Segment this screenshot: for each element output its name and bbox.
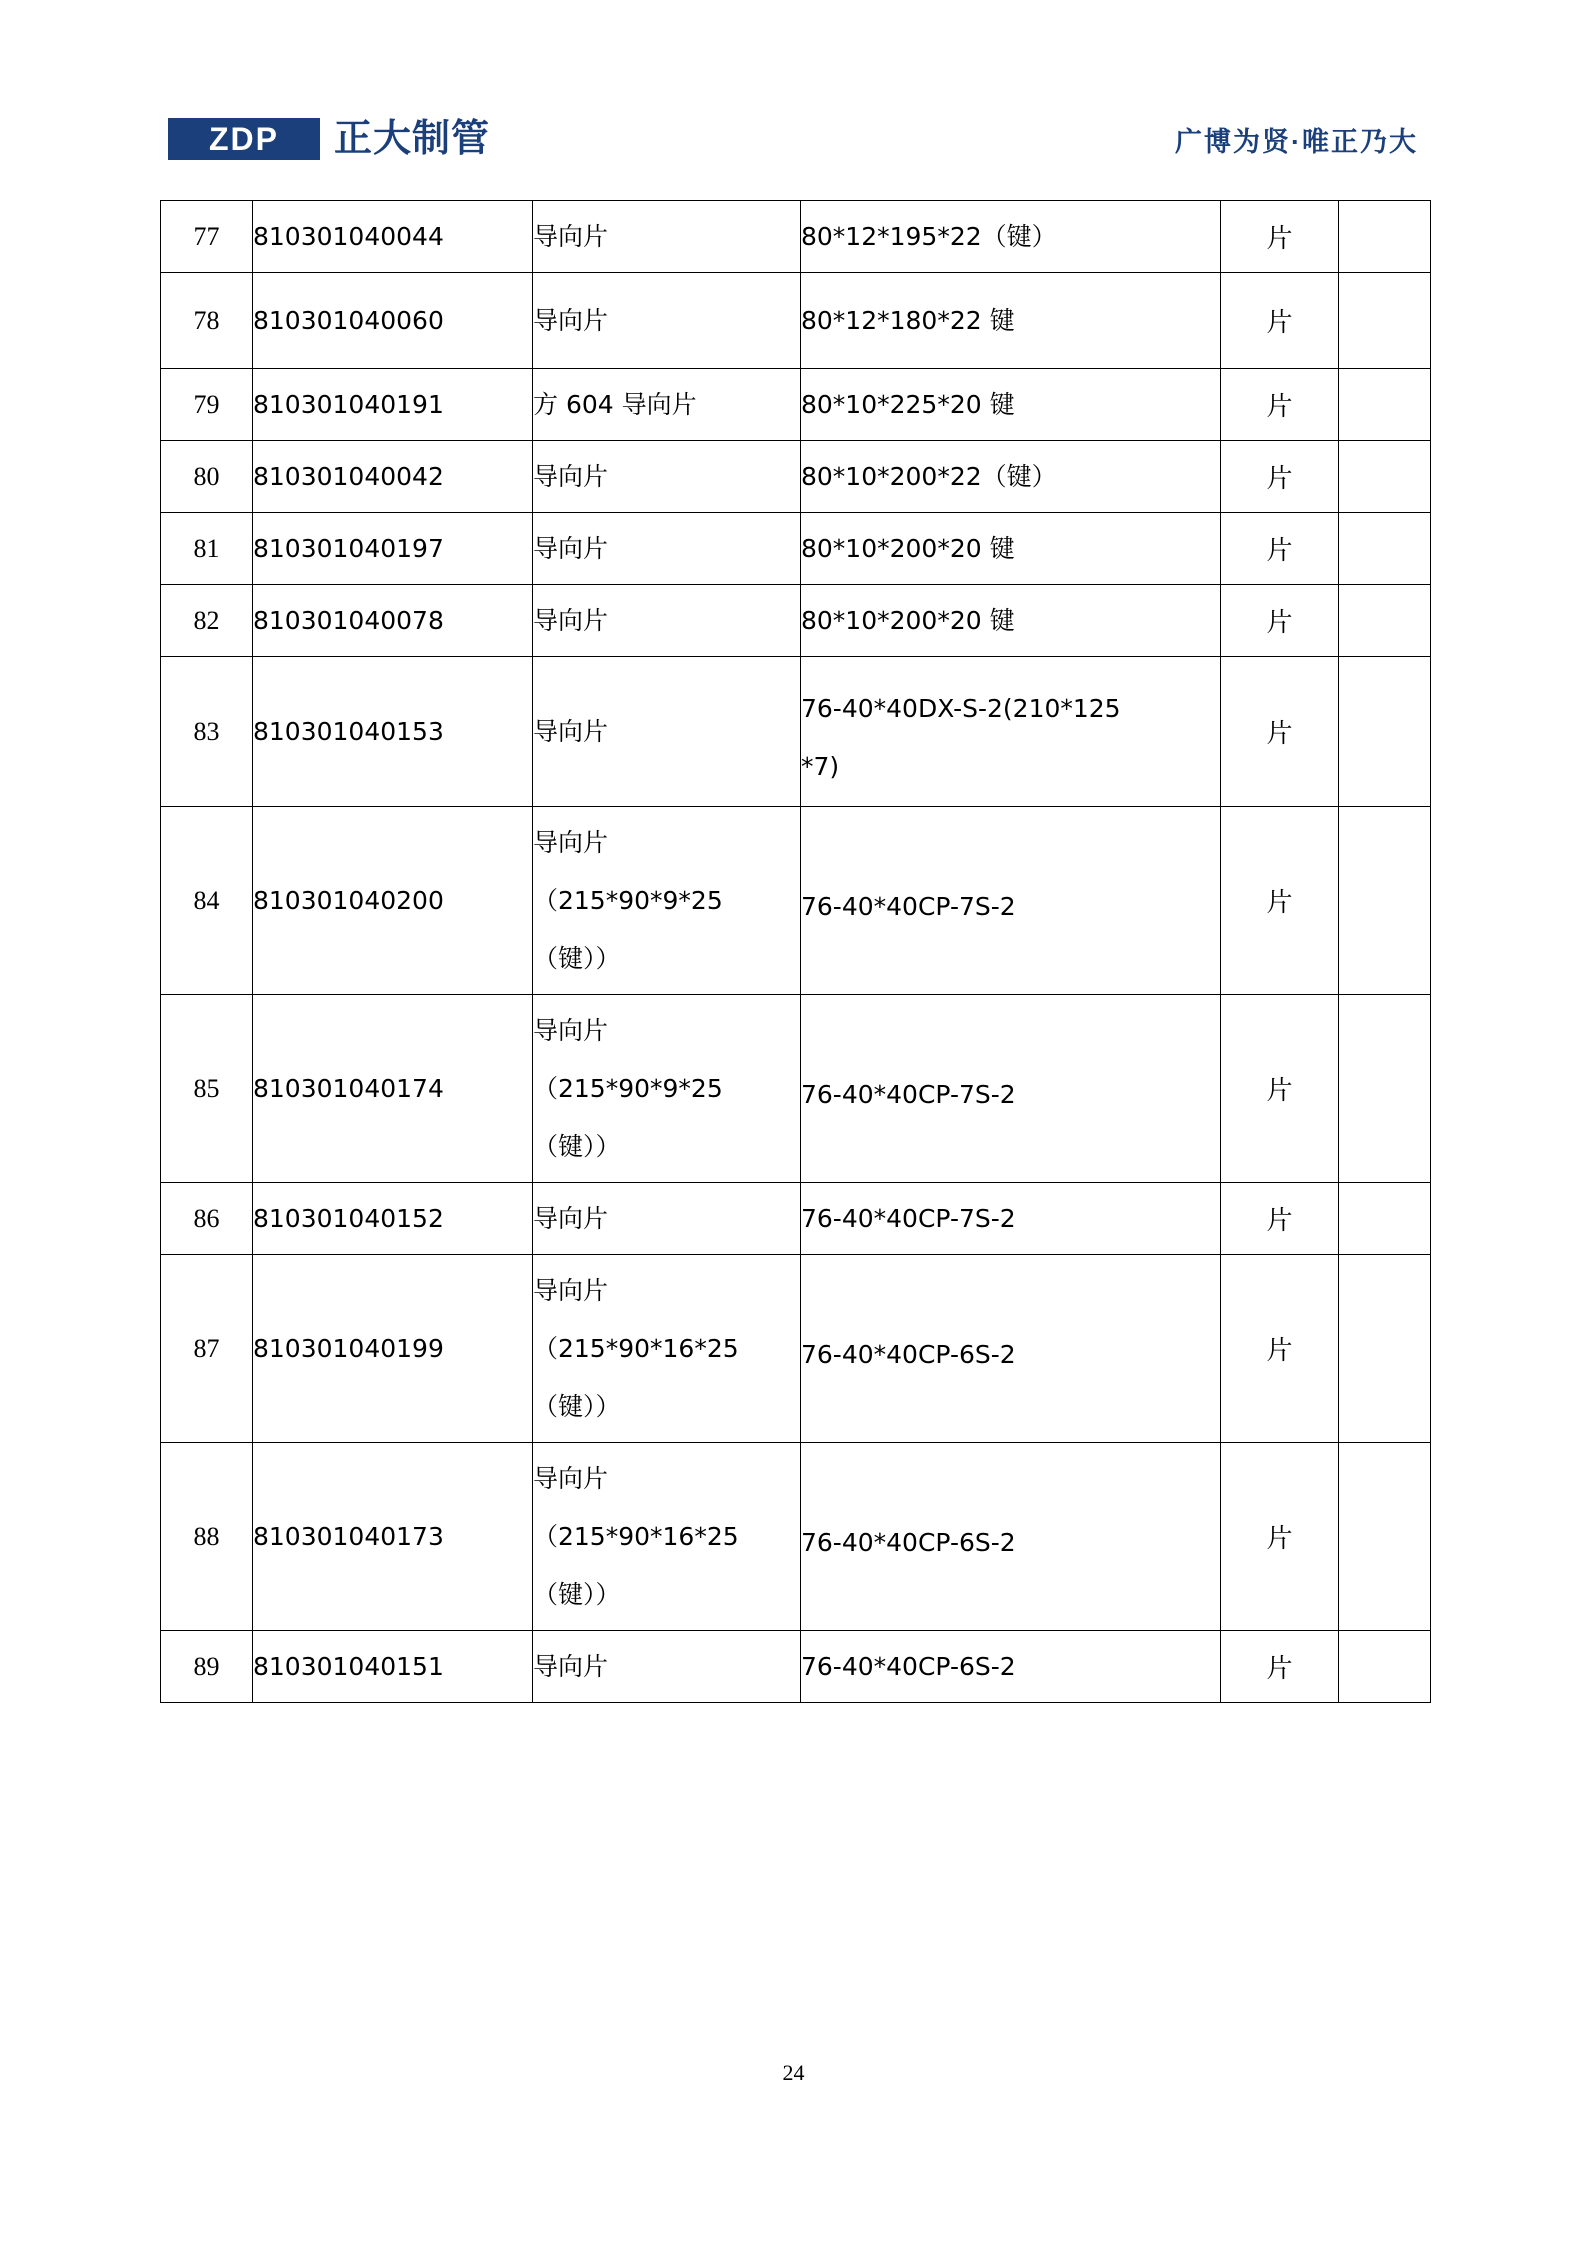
- cell-quantity: [1339, 585, 1431, 657]
- cell-material-code: 810301040044: [253, 201, 533, 273]
- table-row: [161, 1443, 1431, 1631]
- cell-quantity: [1339, 1443, 1431, 1631]
- cell-serial-number: 86: [161, 1183, 253, 1255]
- cell-material-code: 810301040174: [253, 995, 533, 1183]
- cell-material-name: 导向片: [533, 273, 801, 369]
- table-row: [161, 273, 1431, 369]
- cell-material-name: 导向片: [533, 585, 801, 657]
- cell-material-code: 810301040191: [253, 369, 533, 441]
- cell-unit: 片: [1221, 273, 1339, 369]
- table-row: [161, 513, 1431, 585]
- cell-specification: 76-40*40CP-6S-2: [801, 1255, 1221, 1443]
- cell-unit: 片: [1221, 1443, 1339, 1631]
- cell-material-code: 810301040173: [253, 1443, 533, 1631]
- zdp-logo-icon: [168, 116, 320, 162]
- company-logo: [168, 116, 490, 162]
- cell-serial-number: 89: [161, 1631, 253, 1703]
- cell-unit: 片: [1221, 995, 1339, 1183]
- table-row: [161, 369, 1431, 441]
- materials-table-body: [161, 201, 1431, 1703]
- cell-quantity: [1339, 995, 1431, 1183]
- cell-material-name: 方 604 导向片: [533, 369, 801, 441]
- cell-material-name: 导向片 （215*90*9*25 （键））: [533, 807, 801, 995]
- cell-quantity: [1339, 1255, 1431, 1443]
- cell-material-code: 810301040197: [253, 513, 533, 585]
- cell-material-name: 导向片 （215*90*16*25 （键））: [533, 1443, 801, 1631]
- cell-unit: 片: [1221, 369, 1339, 441]
- cell-unit: 片: [1221, 513, 1339, 585]
- company-slogan: 广博为贤·唯正乃大: [1175, 126, 1418, 157]
- cell-specification: 76-40*40CP-7S-2: [801, 995, 1221, 1183]
- cell-material-name: 导向片: [533, 513, 801, 585]
- materials-table: [160, 200, 1431, 1703]
- page-header: [168, 108, 1418, 170]
- cell-quantity: [1339, 369, 1431, 441]
- cell-serial-number: 84: [161, 807, 253, 995]
- cell-material-code: 810301040042: [253, 441, 533, 513]
- cell-quantity: [1339, 657, 1431, 807]
- cell-serial-number: 83: [161, 657, 253, 807]
- table-row: [161, 1631, 1431, 1703]
- cell-unit: 片: [1221, 441, 1339, 513]
- cell-material-name: 导向片: [533, 1183, 801, 1255]
- cell-specification: 80*10*200*20 键: [801, 513, 1221, 585]
- page-number: 24: [782, 2060, 805, 2085]
- cell-specification: 76-40*40CP-6S-2: [801, 1443, 1221, 1631]
- cell-specification: 76-40*40DX-S-2(210*125 *7): [801, 657, 1221, 807]
- cell-unit: 片: [1221, 585, 1339, 657]
- cell-unit: 片: [1221, 201, 1339, 273]
- cell-specification: 80*10*200*20 键: [801, 585, 1221, 657]
- materials-table-container: [160, 200, 1430, 1703]
- cell-quantity: [1339, 1631, 1431, 1703]
- cell-quantity: [1339, 513, 1431, 585]
- cell-material-code: 810301040151: [253, 1631, 533, 1703]
- cell-serial-number: 87: [161, 1255, 253, 1443]
- table-row: [161, 201, 1431, 273]
- cell-unit: 片: [1221, 657, 1339, 807]
- svg-text:ZDP: ZDP: [209, 121, 279, 157]
- table-row: [161, 995, 1431, 1183]
- company-name: 正大制管: [334, 118, 491, 160]
- cell-material-name: 导向片: [533, 1631, 801, 1703]
- cell-material-name: 导向片 （215*90*16*25 （键））: [533, 1255, 801, 1443]
- cell-specification: 76-40*40CP-6S-2: [801, 1631, 1221, 1703]
- cell-quantity: [1339, 807, 1431, 995]
- cell-material-code: 810301040199: [253, 1255, 533, 1443]
- cell-unit: 片: [1221, 807, 1339, 995]
- cell-serial-number: 80: [161, 441, 253, 513]
- cell-unit: 片: [1221, 1631, 1339, 1703]
- cell-material-code: 810301040078: [253, 585, 533, 657]
- cell-material-name: 导向片: [533, 441, 801, 513]
- cell-quantity: [1339, 1183, 1431, 1255]
- table-row: [161, 585, 1431, 657]
- cell-material-code: 810301040200: [253, 807, 533, 995]
- table-row: [161, 1255, 1431, 1443]
- cell-unit: 片: [1221, 1183, 1339, 1255]
- page-footer: [0, 2060, 1587, 2086]
- cell-serial-number: 82: [161, 585, 253, 657]
- cell-specification: 80*10*225*20 键: [801, 369, 1221, 441]
- table-row: [161, 657, 1431, 807]
- cell-specification: 80*10*200*22（键）: [801, 441, 1221, 513]
- cell-unit: 片: [1221, 1255, 1339, 1443]
- table-row: [161, 441, 1431, 513]
- cell-serial-number: 85: [161, 995, 253, 1183]
- cell-specification: 76-40*40CP-7S-2: [801, 807, 1221, 995]
- cell-specification: 80*12*180*22 键: [801, 273, 1221, 369]
- cell-specification: 80*12*195*22（键）: [801, 201, 1221, 273]
- cell-serial-number: 77: [161, 201, 253, 273]
- cell-material-name: 导向片: [533, 201, 801, 273]
- table-row: [161, 807, 1431, 995]
- cell-serial-number: 78: [161, 273, 253, 369]
- cell-quantity: [1339, 273, 1431, 369]
- cell-quantity: [1339, 441, 1431, 513]
- table-row: [161, 1183, 1431, 1255]
- cell-material-name: 导向片 （215*90*9*25 （键））: [533, 995, 801, 1183]
- cell-material-code: 810301040153: [253, 657, 533, 807]
- cell-material-code: 810301040060: [253, 273, 533, 369]
- cell-serial-number: 81: [161, 513, 253, 585]
- cell-material-code: 810301040152: [253, 1183, 533, 1255]
- cell-serial-number: 79: [161, 369, 253, 441]
- cell-serial-number: 88: [161, 1443, 253, 1631]
- cell-material-name: 导向片: [533, 657, 801, 807]
- cell-specification: 76-40*40CP-7S-2: [801, 1183, 1221, 1255]
- cell-quantity: [1339, 201, 1431, 273]
